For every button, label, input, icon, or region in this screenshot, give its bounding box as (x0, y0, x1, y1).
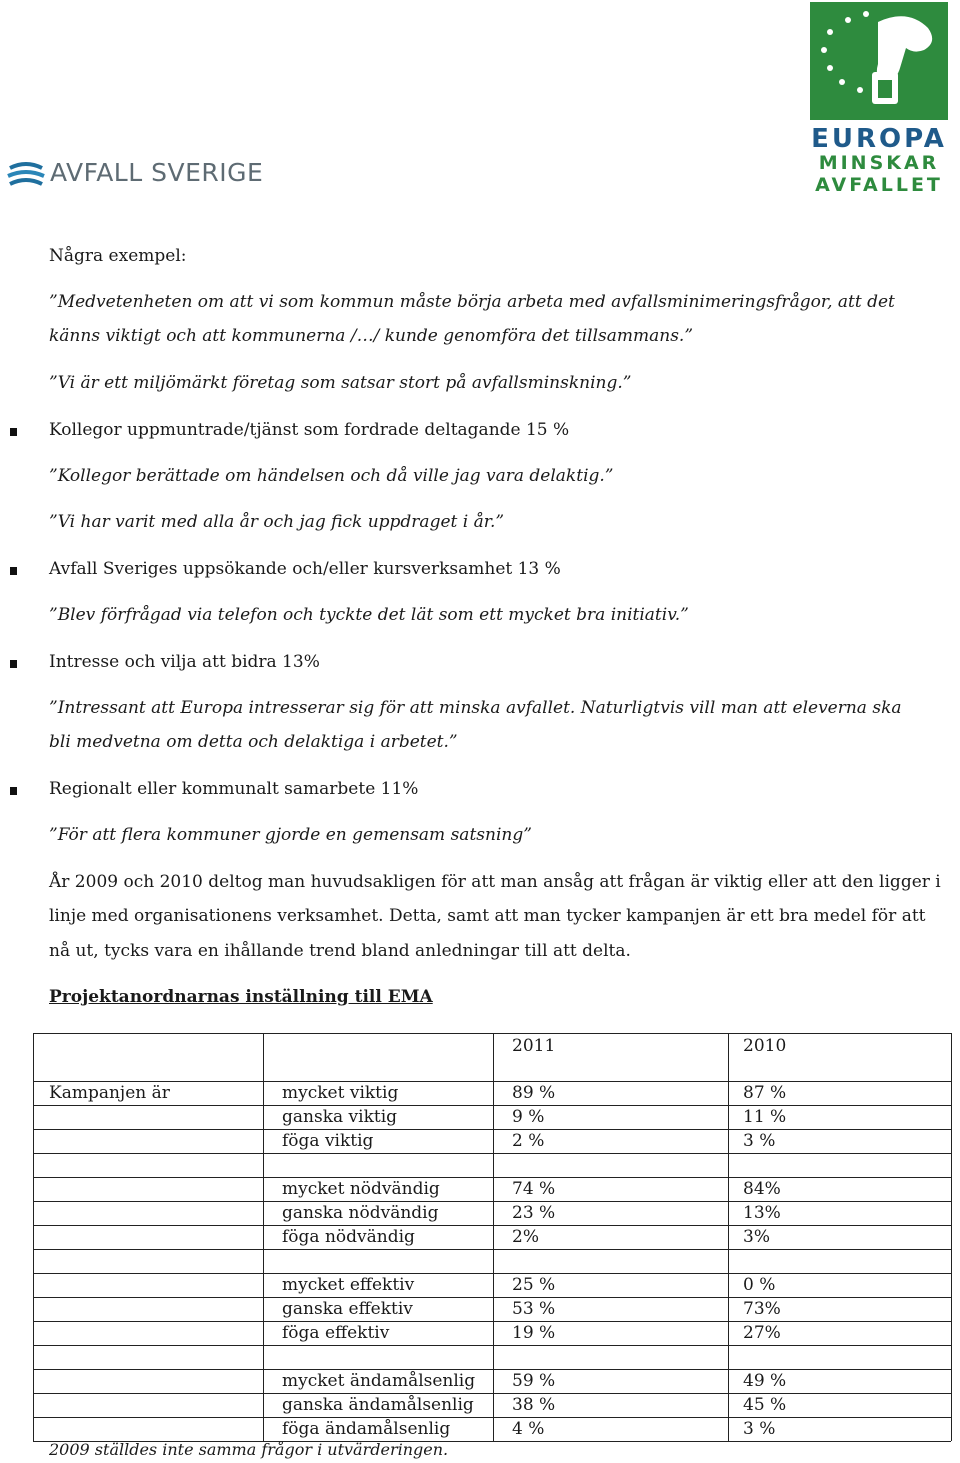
bullet-item: Intresse och vilja att bidra 13% (49, 652, 320, 672)
avfall-sverige-wordmark: AVFALL SVERIGE (50, 158, 264, 187)
paragraph-line: År 2009 och 2010 deltog man huvudsakligen för att man ansåg att frågan är viktig eller att den ligger i (49, 872, 941, 892)
row-label: ganska effektiv (282, 1299, 413, 1319)
bullet-marker (10, 660, 17, 668)
row-label: ganska ändamålsenlig (282, 1395, 474, 1415)
value-2011: 89 % (512, 1083, 556, 1103)
bullet-item: Kollegor uppmuntrade/tjänst som fordrade deltagande 15 % (49, 420, 570, 440)
table-rule (33, 1249, 951, 1250)
value-2011: 74 % (512, 1179, 556, 1199)
quote-line: känns viktigt och att kommunerna /…/ kunde genomföra det tillsammans.” (49, 326, 694, 346)
quote-line: ”Medvetenheten om att vi som kommun måste börja arbeta med avfallsminimeringsfrågor, att det (49, 292, 895, 312)
value-2011: 38 % (512, 1395, 556, 1415)
row-label: mycket viktig (282, 1083, 399, 1103)
bullet-marker (10, 428, 17, 436)
value-2010: 73% (743, 1299, 781, 1319)
bullet-item: Avfall Sveriges uppsökande och/eller kursverksamhet 13 % (49, 559, 561, 579)
paragraph-line: linje med organisationens verksamhet. Detta, samt att man tycker kampanjen är ett bra medel för att (49, 906, 926, 926)
bullet-marker (10, 787, 17, 795)
table-rule (33, 1033, 34, 1441)
table-rule (728, 1033, 729, 1441)
quote-line: ”Vi är ett miljömärkt företag som satsar stort på avfallsminskning.” (49, 373, 632, 393)
table-rule (33, 1129, 951, 1130)
row-header: Kampanjen är (49, 1083, 170, 1103)
row-label: ganska nödvändig (282, 1203, 439, 1223)
value-2010: 3% (743, 1227, 770, 1247)
footnote: 2009 ställdes inte samma frågor i utvärderingen. (49, 1440, 449, 1459)
quote-line: ”Kollegor berättade om händelsen och då ville jag vara delaktig.” (49, 466, 614, 486)
value-2010: 49 % (743, 1371, 787, 1391)
value-2010: 87 % (743, 1083, 787, 1103)
row-label: föga viktig (282, 1131, 374, 1151)
row-label: föga ändamålsenlig (282, 1419, 451, 1439)
table-rule (33, 1321, 951, 1322)
value-2011: 2% (512, 1227, 539, 1247)
value-2010: 11 % (743, 1107, 787, 1127)
europa-minskar-avfallet-logo (808, 2, 950, 196)
quote-line: ”Intressant att Europa intresserar sig för att minska avfallet. Naturligtvis vill man att eleverna ska (49, 698, 902, 718)
paragraph-line: nå ut, tycks vara en ihållande trend bland anledningar till att delta. (49, 941, 631, 961)
ema-line-2: MINSKAR (818, 152, 940, 174)
ema-line-3: AVFALLET (815, 174, 943, 196)
value-2011: 25 % (512, 1275, 556, 1295)
value-2011: 59 % (512, 1371, 556, 1391)
table-rule (33, 1153, 951, 1154)
avfall-sverige-logo (6, 152, 266, 198)
table-rule (33, 1273, 951, 1274)
table-rule (33, 1345, 951, 1346)
table-rule (263, 1033, 264, 1441)
table-rule (33, 1033, 951, 1034)
bullet-marker (10, 567, 17, 575)
table-rule (33, 1081, 951, 1082)
column-header-2011: 2011 (512, 1036, 556, 1056)
table-rule (33, 1177, 951, 1178)
value-2011: 19 % (512, 1323, 556, 1343)
intro-text: Några exempel: (49, 246, 187, 266)
table-rule (33, 1417, 951, 1418)
value-2010: 0 % (743, 1275, 776, 1295)
row-label: mycket ändamålsenlig (282, 1371, 476, 1391)
value-2011: 53 % (512, 1299, 556, 1319)
quote-line: ”Vi har varit med alla år och jag fick uppdraget i år.” (49, 512, 505, 532)
table-rule (33, 1369, 951, 1370)
row-label: ganska viktig (282, 1107, 398, 1127)
value-2010: 84% (743, 1179, 781, 1199)
row-label: föga nödvändig (282, 1227, 415, 1247)
table-rule (33, 1201, 951, 1202)
ema-line-1: EUROPA (811, 124, 947, 154)
value-2011: 23 % (512, 1203, 556, 1223)
table-rule (951, 1033, 952, 1441)
table-rule (33, 1393, 951, 1394)
quote-line: ”För att flera kommuner gjorde en gemensam satsning” (49, 825, 532, 845)
quote-line: bli medvetna om detta och delaktiga i arbetet.” (49, 732, 458, 752)
column-header-2010: 2010 (743, 1036, 787, 1056)
value-2010: 45 % (743, 1395, 787, 1415)
value-2011: 9 % (512, 1107, 545, 1127)
value-2010: 27% (743, 1323, 781, 1343)
table-heading: Projektanordnarnas inställning till EMA (49, 987, 433, 1007)
quote-line: ”Blev förfrågad via telefon och tyckte det lät som ett mycket bra initiativ.” (49, 605, 689, 625)
table-rule (33, 1105, 951, 1106)
value-2011: 4 % (512, 1419, 545, 1439)
ema-emblem-icon (808, 2, 950, 122)
table-rule (33, 1225, 951, 1226)
value-2011: 2 % (512, 1131, 545, 1151)
wave-logo-icon (6, 154, 46, 194)
value-2010: 13% (743, 1203, 781, 1223)
bullet-item: Regionalt eller kommunalt samarbete 11% (49, 779, 419, 799)
row-label: föga effektiv (282, 1323, 390, 1343)
row-label: mycket effektiv (282, 1275, 415, 1295)
row-label: mycket nödvändig (282, 1179, 440, 1199)
value-2010: 3 % (743, 1419, 776, 1439)
value-2010: 3 % (743, 1131, 776, 1151)
table-rule (493, 1033, 494, 1441)
table-rule (33, 1297, 951, 1298)
